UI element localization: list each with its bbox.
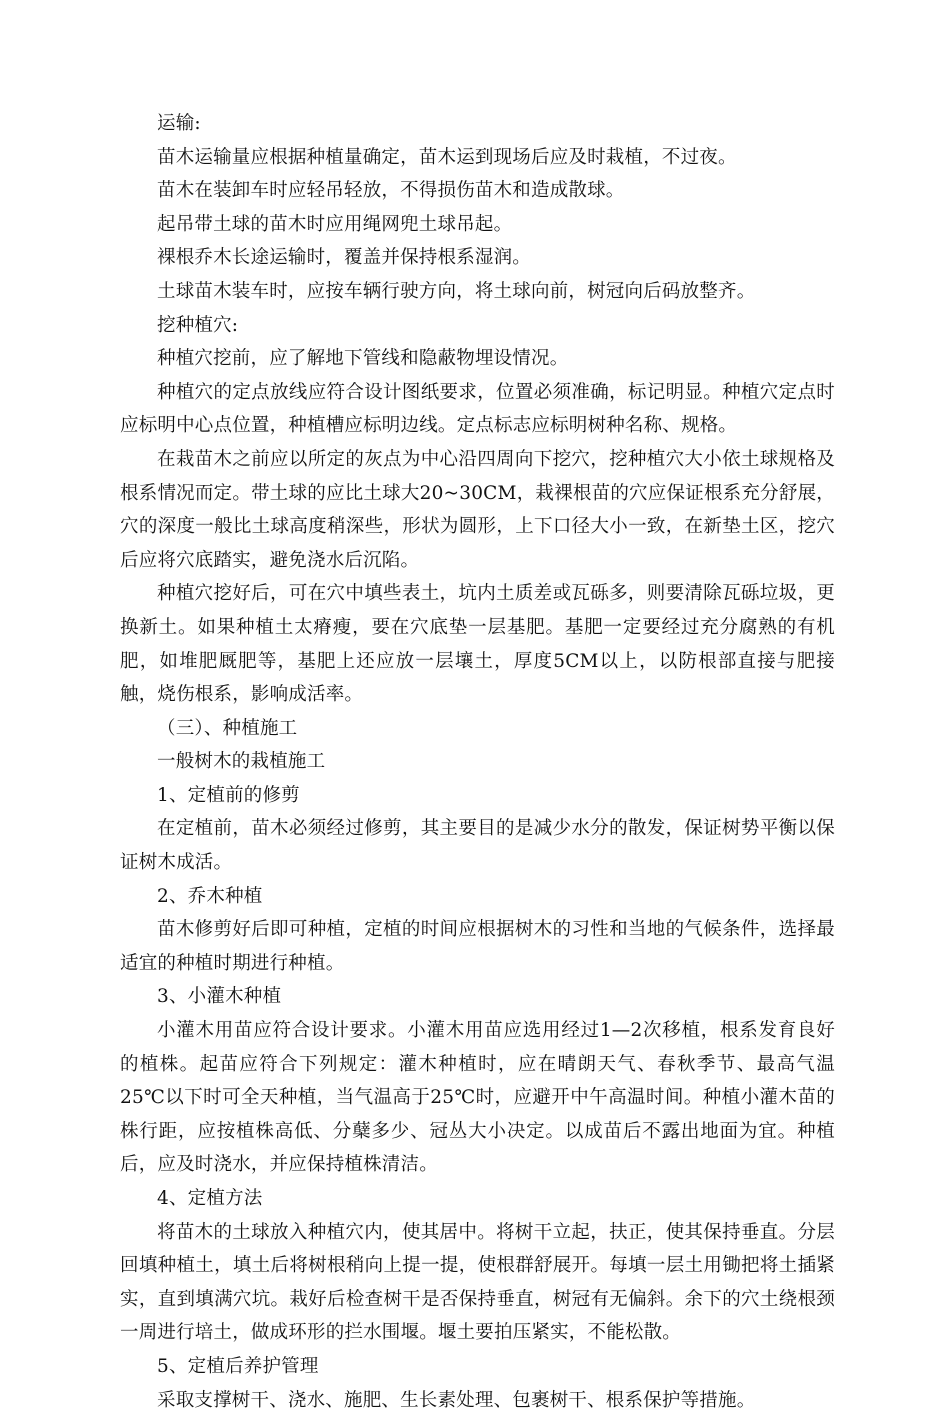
item-heading-5: 5、定植后养护管理 [157,1355,319,1377]
paragraph: 种植穴挖好后，可在穴中填些表土，坑内土质差或瓦砾多，则要清除瓦砾垃圾，更换新土。如果种植土太瘠瘦，要在穴底垫一层基肥。基肥一定要经过充分腐熟的有机肥，如堆肥厩肥等，基肥上还应放一层壤土，厚度5CM以上，以防根部直接与肥接触，烧伤根系，影响成活率。 [120,583,835,706]
document-page [120,107,835,1417]
paragraph: 小灌木用苗应符合设计要求。小灌木用苗应选用经过1—2次移植，根系发育良好的植株。起苗应符合下列规定：灌木种植时，应在晴朗天气、春秋季节、最高气温25℃以下时可全天种植，当气温高于25℃时，应避开中午高温时间。种植小灌木苗的株行距，应按植株高低、分蘖多少、冠丛大小决定。以成苗后不露出地面为宜。种植后，应及时浇水，并应保持植株清洁。 [120,1020,835,1176]
paragraph: 在定植前，苗木必须经过修剪，其主要目的是减少水分的散发，保证树势平衡以保证树木成活。 [120,818,835,874]
paragraph: 采取支撑树干、浇水、施肥、生长素处理、包裹树干、根系保护等措施。 [157,1389,756,1411]
item-heading-4: 4、定植方法 [157,1188,263,1209]
item-heading-2: 2、乔木种植 [157,885,263,907]
subsection-heading: 一般树木的栽植施工 [157,751,326,773]
item-heading-3: 3、小灌木种植 [157,986,282,1008]
paragraph: 种植穴的定点放线应符合设计图纸要求，位置必须准确，标记明显。种植穴定点时应标明中心点位置，种植槽应标明边线。定点标志应标明树种名称、规格。 [120,381,835,437]
paragraph: 裸根乔木长途运输时，覆盖并保持根系湿润。 [157,247,532,269]
paragraph-transport-heading: 运输: [157,113,201,134]
paragraph: 土球苗木装车时，应按车辆行驶方向，将土球向前，树冠向后码放整齐。 [157,280,756,302]
paragraph: 苗木运输量应根据种植量确定，苗木运到现场后应及时栽植，不过夜。 [157,146,737,168]
section-heading: （三）、种植施工 [157,717,298,739]
paragraph: 起吊带土球的苗木时应用绳网兜土球吊起。 [157,213,513,235]
paragraph: 在栽苗木之前应以所定的灰点为中心沿四周向下挖穴，挖种植穴大小依土球规格及根系情况而定。带土球的应比土球大20~30CM，栽裸根苗的穴应保证根系充分舒展，穴的深度一般比土球高度稍深些，形状为圆形，上下口径大小一致，在新垫土区，挖穴后应将穴底踏实，避免浇水后沉陷。 [120,448,835,571]
item-heading-1: 1、定植前的修剪 [157,784,300,806]
paragraph: 苗木在装卸车时应轻吊轻放，不得损伤苗木和造成散球。 [157,180,625,202]
paragraph: 苗木修剪好后即可种植，定植的时间应根据树木的习性和当地的气候条件，选择最适宜的种植时期进行种植。 [120,919,835,974]
paragraph-pit-heading: 挖种植穴: [157,314,239,336]
paragraph: 将苗木的土球放入种植穴内，使其居中。将树干立起，扶正，使其保持垂直。分层回填种植土，填土后将树根稍向上提一提，使根群舒展开。每填一层土用锄把将土插紧实，直到填满穴坑。栽好后检查树干是否保持垂直，树冠有无偏斜。余下的穴土绕根颈一周进行培土，做成环形的拦水围堰。堰土要拍压紧实，不能松散。 [120,1221,835,1344]
paragraph: 种植穴挖前，应了解地下管线和隐蔽物埋设情况。 [157,348,569,370]
